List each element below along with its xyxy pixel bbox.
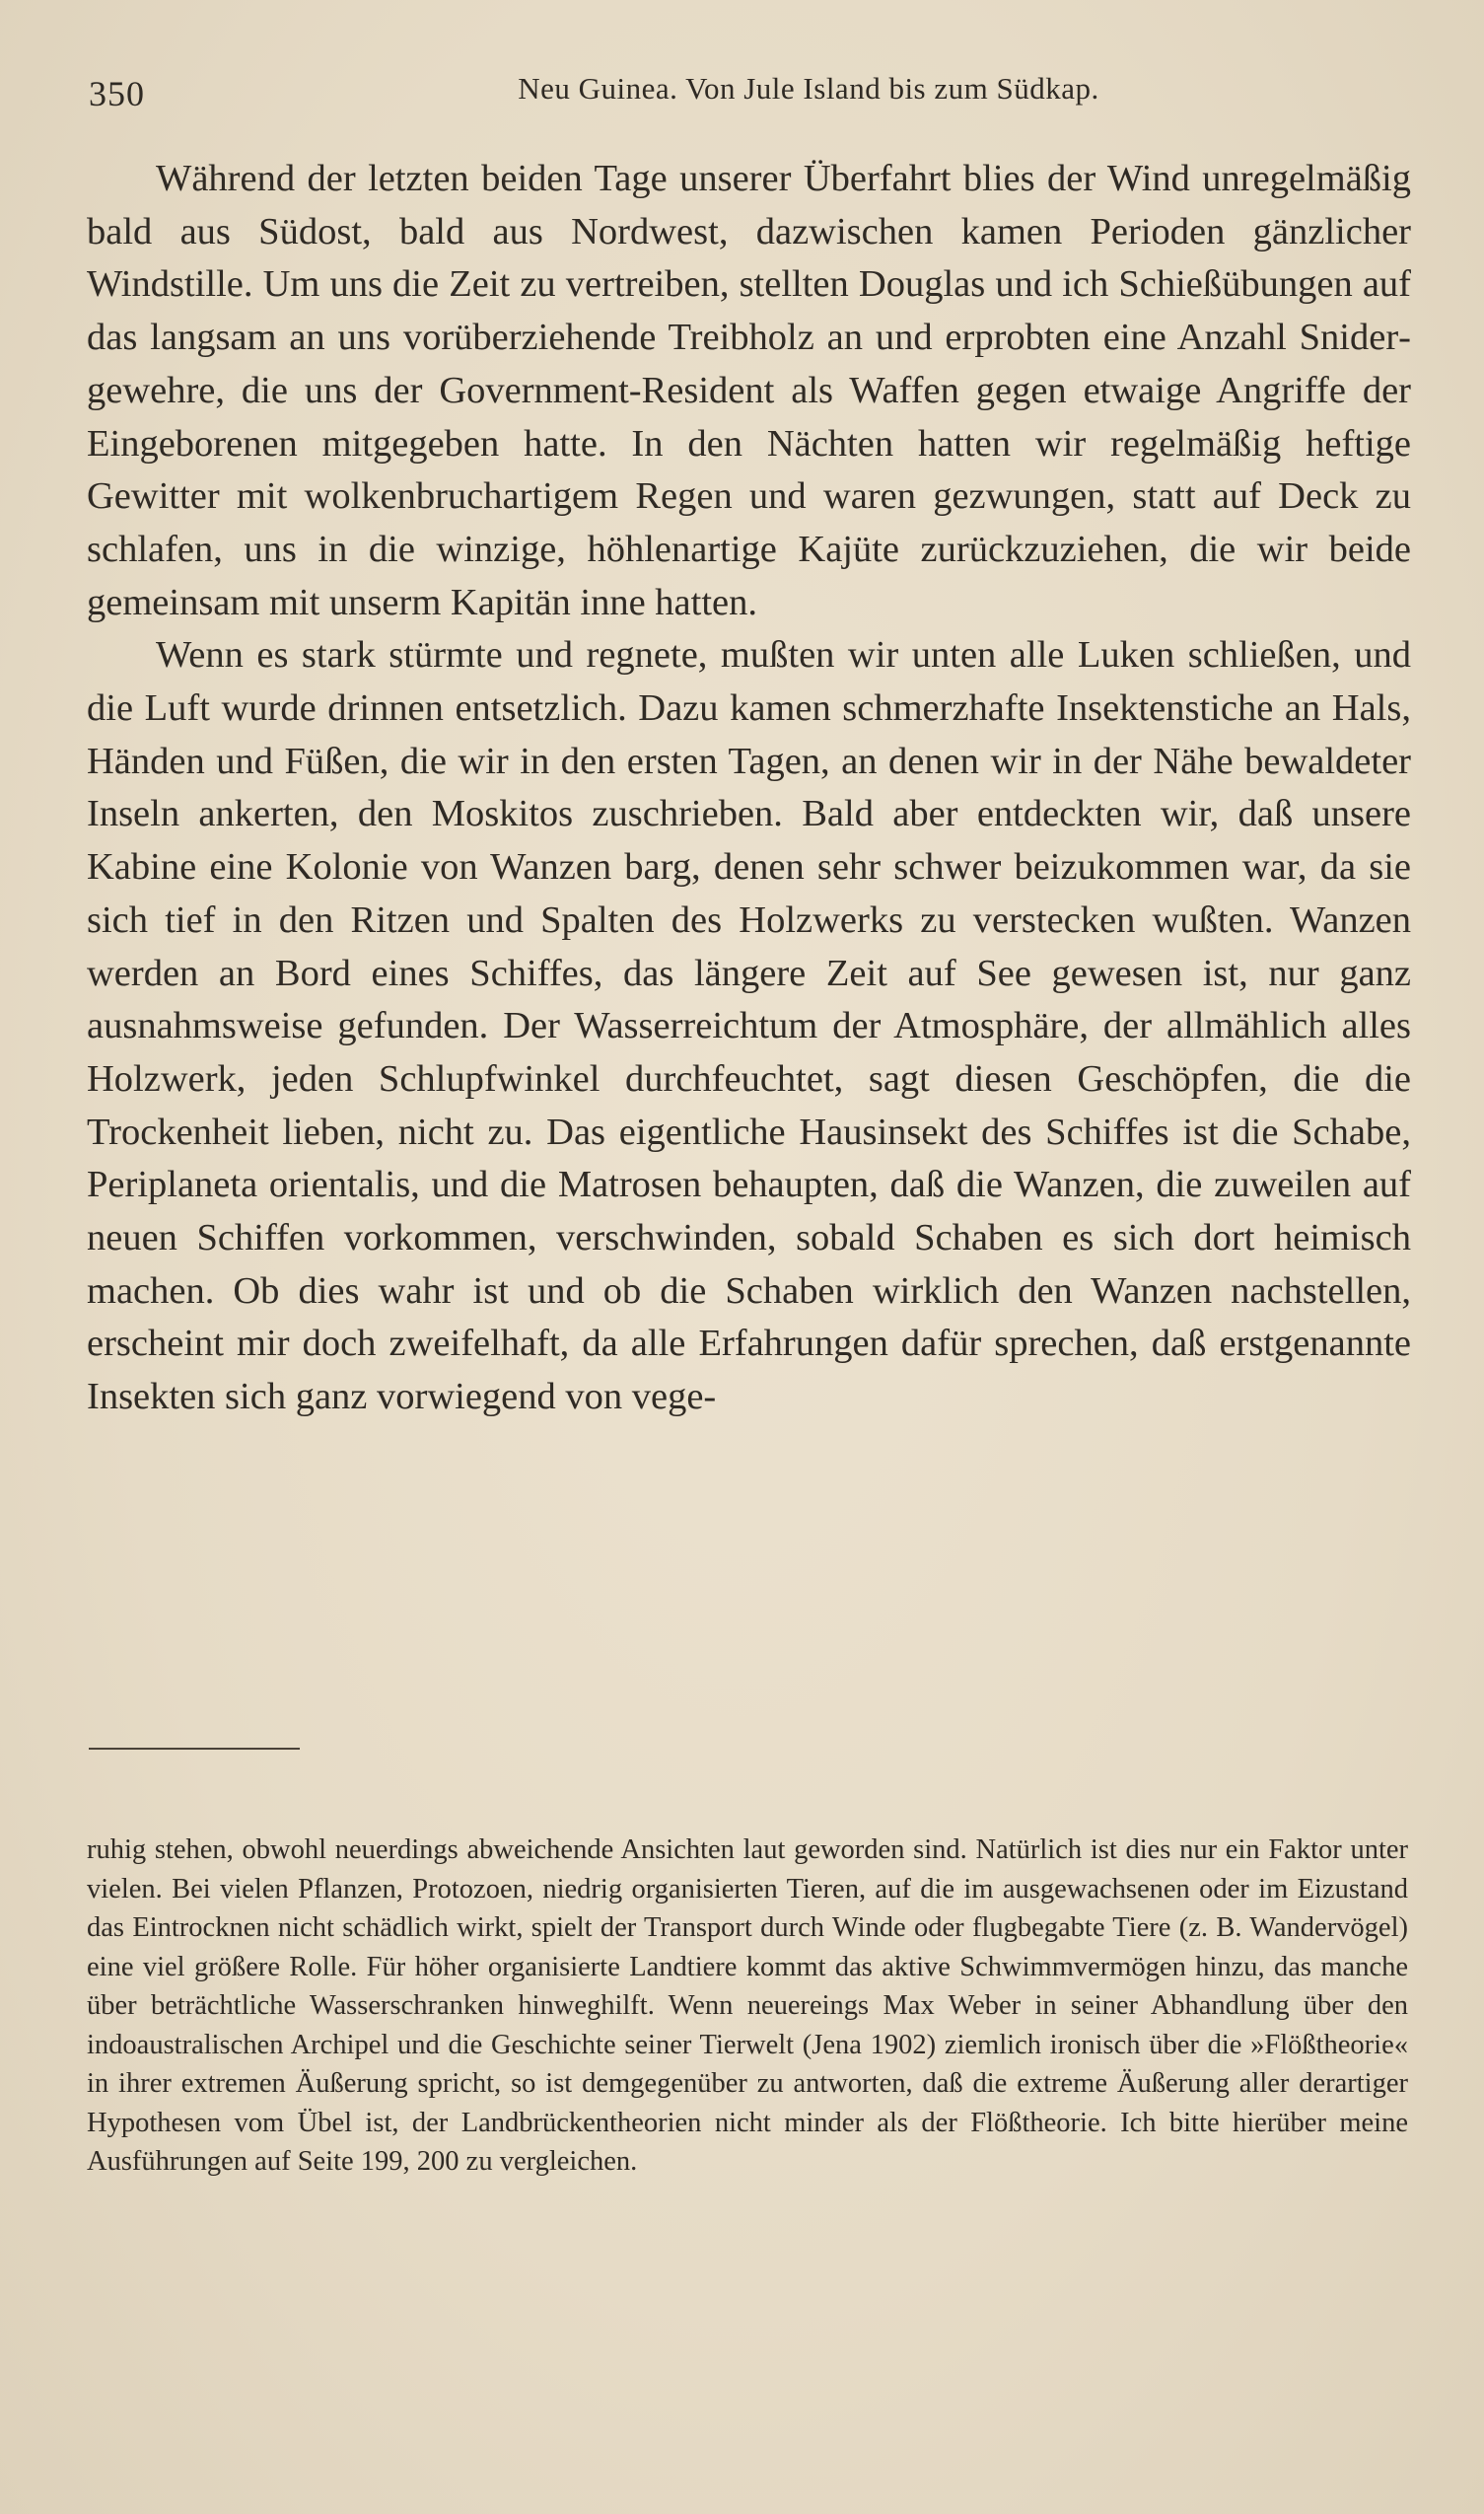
paragraph: Während der letzten beiden Tage unserer Überfahrt blies der Wind unregelmäßig bald aus Südost, bald aus Nordwest, dazwischen kamen Perioden gänzlicher Windstille. Um uns die Zeit zu vertreiben, stellten Douglas und ich Schießübungen auf das langsam an uns vorüberziehende Treibholz an und erprobten eine Anzahl Snidergewehre, die uns der Government-Resident als Waffen gegen etwaige Angriffe der Eingeborenen mitgegeben hatte. In den Nächten hatten wir regelmäßig heftige Gewitter mit wolkenbruchartigem Regen und waren gezwungen, statt auf Deck zu schlafen, uns in die winzige, höhlenartige Kajüte zurückzuziehen, die wir beide gemeinsam mit unserm Kapitän inne hatten.	[87, 158, 1411, 623]
page-header	[89, 67, 1410, 116]
footnote-divider	[89, 1748, 300, 1750]
paragraph: Wenn es stark stürmte und regnete, mußten wir unten alle Luken schließen, und die Luft wurde drinnen entsetzlich. Dazu kamen schmerzhafte Insektenstiche an Hals, Händen und Füßen, die wir in den ersten Tagen, an denen wir in der Nähe bewaldeter Inseln ankerten, den Moskitos zuschrieben. Bald aber entdeckten wir, daß unsere Kabine eine Kolonie von Wanzen barg, denen sehr schwer beizukommen war, da sie sich tief in den Ritzen und Spalten des Holzwerks zu verstecken wußten. Wanzen werden an Bord eines Schiffes, das längere Zeit auf See gewesen ist, nur ganz ausnahmsweise gefunden. Der Wasserreichtum der Atmosphäre, der allmählich alles Holzwerk, jeden Schlupfwinkel durchfeuchtet, sagt diesen Geschöpfen, die die Trockenheit lieben, nicht zu. Das eigentliche Hausinsekt des Schiffes ist die Schabe, Periplaneta orientalis, und die Matrosen behaupten, daß die Wanzen, die zuweilen auf neuen Schiffen vorkommen, verschwinden, sobald Schaben es sich dort heimisch machen. Ob dies wahr ist und ob die Schaben wirklich den Wanzen nachstellen, erscheint mir doch zweifelhaft, da alle Erfahrungen dafür sprechen, daß erstgenannte Insekten sich ganz vorwiegend von vege-	[87, 634, 1411, 1418]
running-title: Neu Guinea. Von Jule Island bis zum Südkap.	[518, 71, 1099, 106]
main-text	[87, 153, 1411, 1424]
footnote-text: ruhig stehen, obwohl neuerdings abweichende Ansichten laut geworden sind. Natürlich ist dies nur ein Faktor unter vielen. Bei vielen Pflanzen, Protozoen, niedrig organisierten Tieren, auf die im ausgewachsenen oder im Eizustand das Eintrocknen nicht schädlich wirkt, spielt der Transport durch Winde oder flugbegabte Tiere (z. B. Wandervögel) eine viel größere Rolle. Für höher organisierte Landtiere kommt das aktive Schwimmvermögen hinzu, das manche über beträchtliche Wasserschranken hinweghilft. Wenn neuereings Max Weber in seiner Abhandlung über den indoaustralischen Archipel und die Geschichte seiner Tierwelt (Jena 1902) ziemlich ironisch über die »Flößtheorie« in ihrer extremen Äußerung spricht, so ist demgegenüber zu antworten, daß die extreme Äußerung aller derartiger Hypothesen vom Übel ist, der Landbrückentheorien nicht minder als der Flößtheorie. Ich bitte hierüber meine Ausführungen auf Seite 199, 200 zu vergleichen.	[87, 1834, 1408, 2177]
page-number: 350	[89, 74, 145, 113]
footnote	[87, 1831, 1408, 2182]
